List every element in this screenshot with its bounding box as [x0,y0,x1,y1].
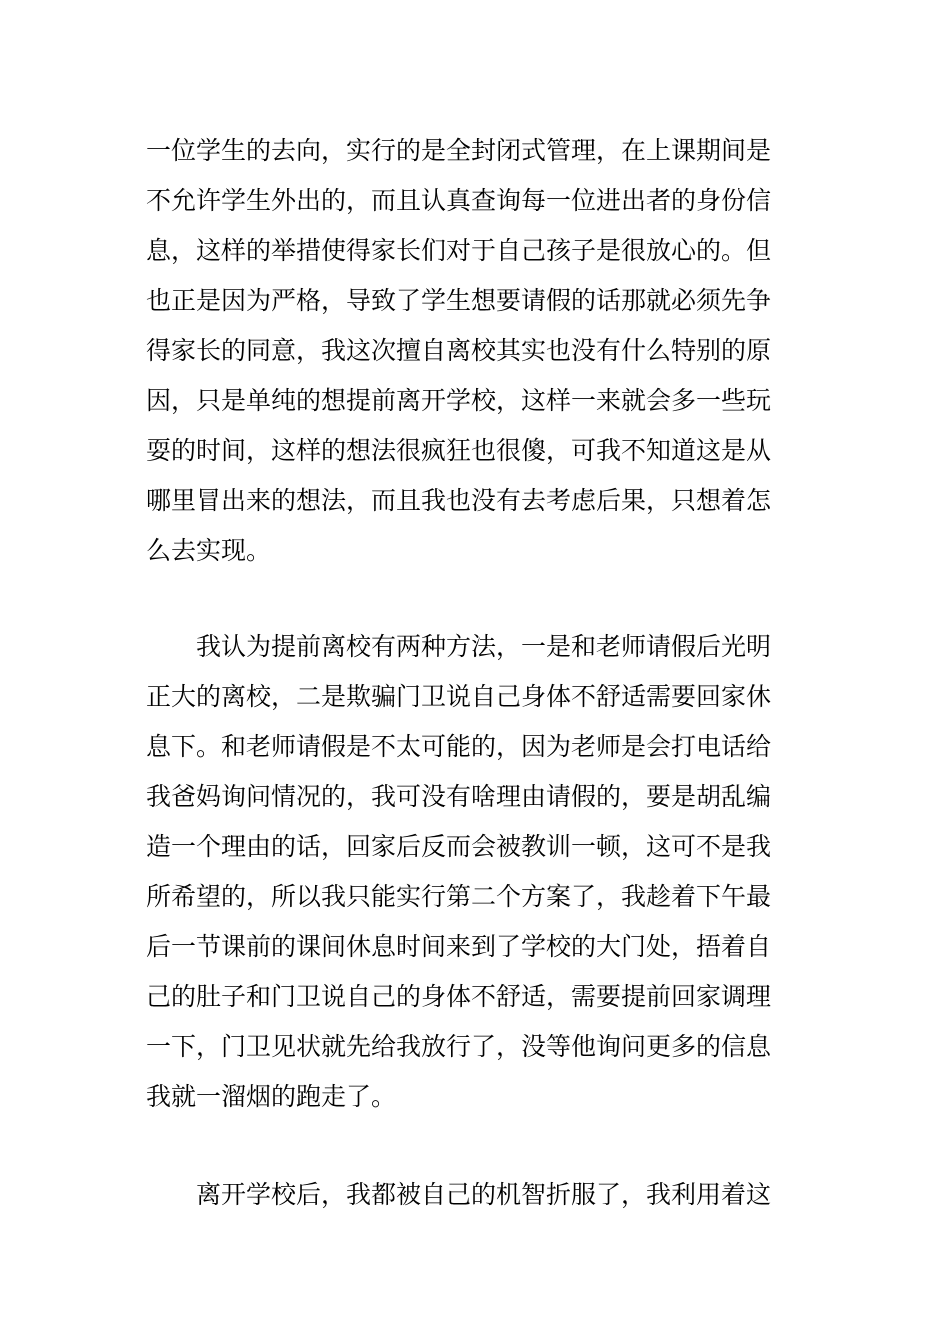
paragraph-line: 因，只是单纯的想提前离开学校，这样一来就会多一些玩 [146,386,772,415]
paragraph-line: 己的肚子和门卫说自己的身体不舒适，需要提前回家调理 [146,982,772,1011]
paragraph-line: 息，这样的举措使得家长们对于自己孩子是很放心的。但 [146,236,772,265]
paragraph-line: 所希望的，所以我只能实行第二个方案了，我趁着下午最 [146,882,772,911]
paragraph-line: 么去实现。 [146,536,272,565]
paragraph-line: 我爸妈询问情况的，我可没有啥理由请假的，要是胡乱编 [146,782,772,811]
paragraph-line: 离开学校后，我都被自己的机智折服了，我利用着这 [196,1180,772,1209]
paragraph-line: 一下，门卫见状就先给我放行了，没等他询问更多的信息 [146,1032,772,1061]
paragraph-3 [146,1170,816,1220]
paragraph-1 [146,126,816,576]
paragraph-2 [146,622,816,1122]
paragraph-line: 也正是因为严格，导致了学生想要请假的话那就必须先争 [146,286,772,315]
paragraph-line: 我认为提前离校有两种方法，一是和老师请假后光明 [196,632,772,661]
paragraph-line: 哪里冒出来的想法，而且我也没有去考虑后果，只想着怎 [146,486,772,515]
paragraph-line: 后一节课前的课间休息时间来到了学校的大门处，捂着自 [146,932,772,961]
paragraph-line: 息下。和老师请假是不太可能的，因为老师是会打电话给 [146,732,772,761]
paragraph-line: 正大的离校，二是欺骗门卫说自己身体不舒适需要回家休 [146,682,772,711]
paragraph-line: 一位学生的去向，实行的是全封闭式管理，在上课期间是 [146,136,772,165]
paragraph-line: 造一个理由的话，回家后反而会被教训一顿，这可不是我 [146,832,772,861]
paragraph-line: 不允许学生外出的，而且认真查询每一位进出者的身份信 [146,186,772,215]
paragraph-line: 我就一溜烟的跑走了。 [146,1082,397,1111]
paragraph-line: 耍的时间，这样的想法很疯狂也很傻，可我不知道这是从 [146,436,772,465]
paragraph-line: 得家长的同意，我这次擅自离校其实也没有什么特别的原 [146,336,772,365]
